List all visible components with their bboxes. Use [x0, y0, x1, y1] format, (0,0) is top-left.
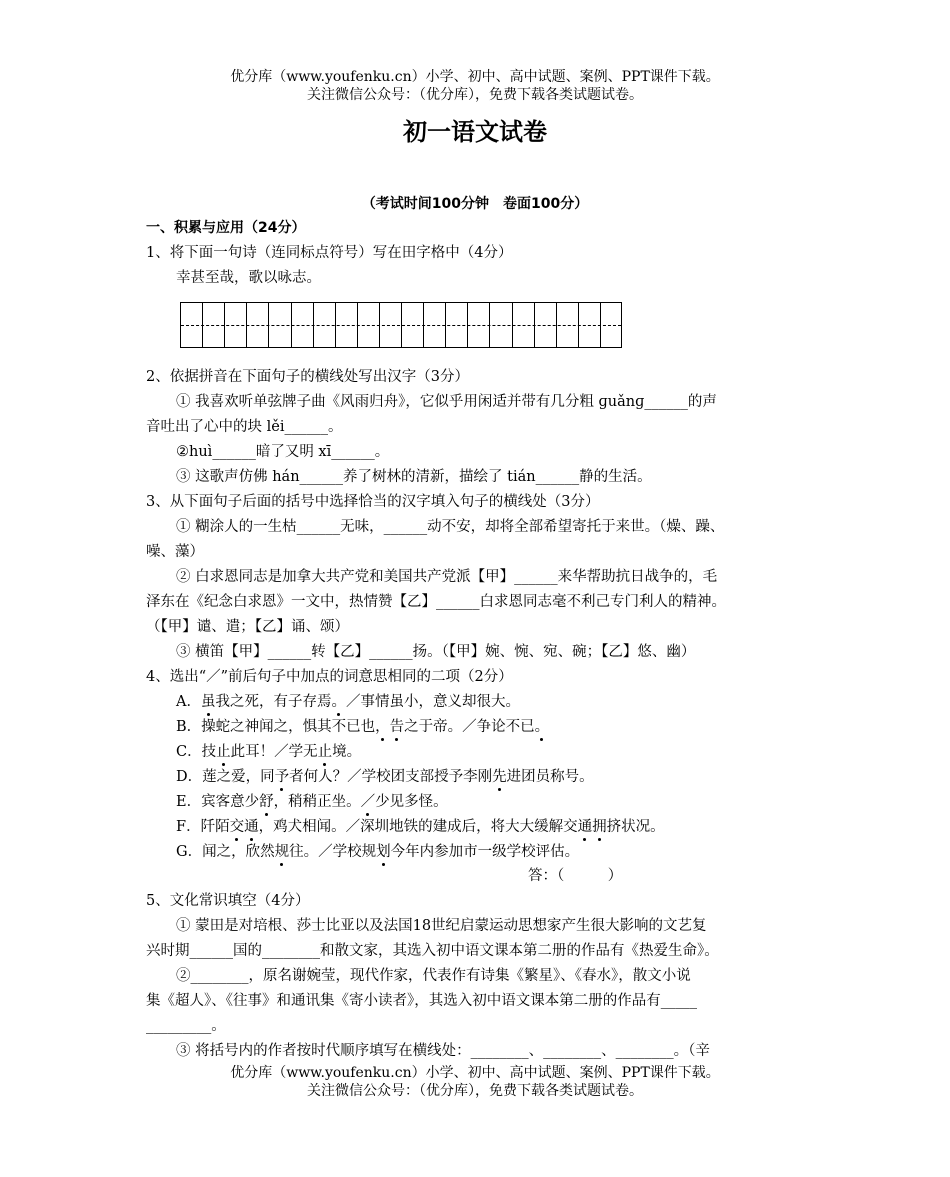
grid-cell-divider: [534, 303, 535, 347]
q4-option-b: B．操蛇之神闻之，惧其不已也，告之于帝。／争论不已。: [176, 719, 550, 735]
q3-line-1: ① 糊涂人的一生枯______无味，______动不安，却将全部希望寄托于来世。（燥、躁、: [176, 519, 725, 535]
emphasis-dot-char: 舒: [259, 794, 274, 810]
emphasis-dot-char: 告: [389, 719, 405, 735]
q5-line-6: ③ 将括号内的作者按时代顺序填写在横线处：________、________、________。（辛: [176, 1043, 710, 1059]
q4-option-e: E．宾客意少舒，稍稍正坐。／少见多怪。: [176, 794, 448, 810]
q3-line-2: 噪、藻）: [146, 544, 204, 560]
q4-option-d: D．莲之爱，同予者何人？／学校团支部授予李刚先进团员称号。: [176, 769, 594, 785]
q2-line-1: ① 我喜欢听单弦牌子曲《风雨归舟》，它似乎用闲适并带有几分粗 ɡuǎnɡ______的声: [176, 394, 717, 410]
q2-line-2: 音吐出了心中的块 lěi______。: [146, 419, 343, 435]
q3-line-5: （【甲】谴、遣；【乙】诵、颂）: [146, 619, 349, 635]
q5-line-4: 集《超人》、《往事》和通讯集《寄小读者》，其选入初中语文课本第二册的作品有_____: [146, 993, 697, 1009]
q4-option-a: A．虽我之死，有子存焉。／事情虽小，意义却很大。: [176, 694, 520, 710]
emphasis-dot-char: ／: [360, 794, 376, 810]
q4-answer-blank: 答：（ ）: [528, 868, 623, 884]
grid-cell-divider: [246, 303, 247, 347]
header-line-1: 优分库（www.youfenku.cn）小学、初中、高中试题、案例、PPT课件下载。: [230, 69, 720, 85]
grid-cell-divider: [578, 303, 579, 347]
emphasis-dot-char: 划: [376, 844, 391, 860]
grid-cell-divider: [489, 303, 490, 347]
q4-option-g: G．闻之，欣然规往。／学校规划今年内参加市一级学校评估。: [176, 844, 580, 860]
grid-cell-divider: [445, 303, 446, 347]
q1-poem: 幸甚至哉，歌以咏志。: [176, 270, 321, 286]
footer-line-1: 优分库（www.youfenku.cn）小学、初中、高中试题、案例、PPT课件下载。: [230, 1065, 720, 1081]
q2-line-4: ③ 这歌声仿佛 hán______养了树林的清新，描绘了 tián______静的生活。: [176, 469, 652, 485]
q3-line-3: ② 白求恩同志是加拿大共产党和美国共产党派【甲】______来华帮助抗日战争的，毛: [176, 569, 718, 585]
tianzige-grid: [180, 302, 622, 348]
grid-cell-divider: [467, 303, 468, 347]
q5-line-1: ① 蒙田是对培根、莎士比亚以及法国18世纪启蒙运动思想家产生很大影响的文艺复: [176, 918, 707, 934]
q5-line-2: 兴时期______国的________和散文家，其选入初中语文课本第二册的作品有《热爱生命》。: [146, 943, 719, 959]
section-heading: 一、积累与应用（24分）: [146, 220, 306, 236]
page-title: 初一语文试卷: [403, 118, 547, 146]
q4-stem: 4、选出“／”前后句子中加点的词意思相同的二项（2分）: [146, 669, 513, 685]
emphasis-dot-char: 通: [244, 819, 259, 835]
grid-cell-divider: [556, 303, 557, 347]
emphasis-dot-char: 虽: [200, 694, 216, 710]
footer-line-2: 关注微信公众号：（优分库），免费下载各类试题试卷。: [307, 1083, 643, 1099]
grid-cell-divider: [202, 303, 203, 347]
grid-cell-divider: [268, 303, 269, 347]
grid-cell-divider: [224, 303, 225, 347]
q3-line-4: 泽东在《纪念白求恩》一文中，热情赞【乙】______白求恩同志毫不利己专门利人的精神。: [146, 594, 726, 610]
grid-cell-divider: [357, 303, 358, 347]
q2-line-3: ②huì______暗了又明 xī______。: [176, 444, 390, 460]
grid-cell-divider: [401, 303, 402, 347]
grid-cell-divider: [291, 303, 292, 347]
grid-cell-divider: [379, 303, 380, 347]
exam-subtitle: （考试时间100分钟 卷面100分）: [361, 196, 589, 212]
emphasis-dot-char: 止: [216, 744, 231, 760]
emphasis-dot-char: 止: [317, 744, 333, 760]
emphasis-dot-char: 。: [331, 694, 346, 710]
emphasis-dot-char: 。: [534, 719, 550, 735]
q5-line-5: _________。: [146, 1018, 226, 1034]
emphasis-dot-char: 规: [274, 844, 290, 860]
emphasis-dot-char: 先: [492, 769, 507, 785]
q1-stem: 1、将下面一句诗（连同标点符号）写在田字格中（4分）: [146, 245, 513, 261]
q5-stem: 5、文化常识填空（4分）: [146, 893, 310, 909]
q4-option-c: C．技止此耳！／学无止境。: [176, 744, 362, 760]
grid-cell-divider: [335, 303, 336, 347]
emphasis-dot-char: 通: [577, 819, 593, 835]
emphasis-dot-char: ，: [375, 719, 390, 735]
q4-option-f: F．阡陌交通，鸡犬相闻。／深圳地铁的建成后，将大大缓解交通拥挤状况。: [176, 819, 665, 835]
grid-cell-divider: [512, 303, 513, 347]
emphasis-dot-char: 拥: [592, 819, 607, 835]
q5-line-3: ②________，原名谢婉莹，现代作家，代表作有诗集《繁星》、《春水》，散文小说: [176, 968, 691, 984]
q3-line-6: ③ 横笛【甲】______转【乙】______扬。（【甲】婉、惋、宛、碗；【乙】悠、幽）: [176, 644, 696, 660]
grid-cell-divider: [600, 303, 601, 347]
emphasis-dot-char: 予: [274, 769, 290, 785]
emphasis-dot-char: 交: [229, 819, 245, 835]
q2-stem: 2、依据拼音在下面句子的横线处写出汉字（3分）: [146, 369, 469, 385]
header-line-2: 关注微信公众号：（优分库），免费下载各类试题试卷。: [307, 87, 643, 103]
q3-stem: 3、从下面句子后面的括号中选择恰当的汉字填入句子的横线处（3分）: [146, 494, 600, 510]
grid-cell-divider: [313, 303, 314, 347]
grid-cell-divider: [423, 303, 424, 347]
